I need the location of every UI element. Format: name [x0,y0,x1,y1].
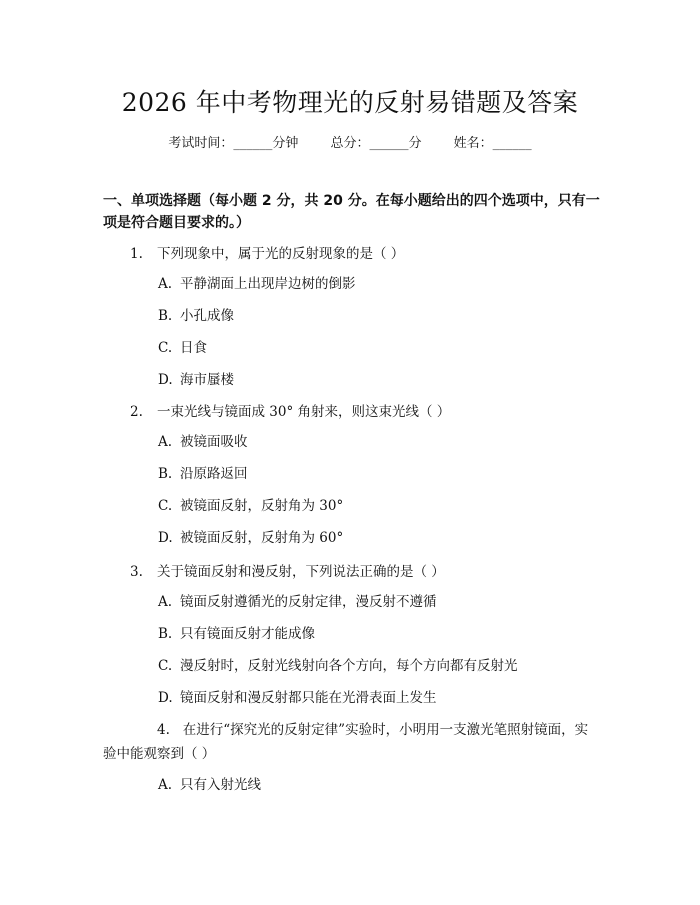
question-text: 关于镜面反射和漫反射，下列说法正确的是（ ） [157,564,445,580]
student-name-field: 姓名：______ [453,136,532,151]
question-2-option-d [158,528,343,548]
option-text: 只有镜面反射才能成像 [180,626,315,642]
option-letter: D. [158,690,173,706]
option-letter: A. [158,434,173,450]
question-1-option-d [158,370,234,390]
option-text: 平静湖面上出现岸边树的倒影 [180,276,356,292]
question-4-option-a [158,775,261,795]
exam-info-line [0,132,700,151]
question-3-option-d [158,688,437,708]
option-text: 镜面反射和漫反射都只能在光滑表面上发生 [180,690,437,706]
question-number: 2. [130,404,143,420]
option-letter: A. [158,594,173,610]
question-2 [103,400,603,424]
question-3-option-b [158,624,315,644]
question-1-option-b [158,306,234,326]
question-number: 3. [130,564,143,580]
option-text: 镜面反射遵循光的反射定律，漫反射不遵循 [180,594,437,610]
option-text: 漫反射时，反射光线射向各个方向，每个方向都有反射光 [180,658,518,674]
option-letter: B. [158,626,173,642]
option-text: 被镜面吸收 [180,434,248,450]
option-text: 日食 [180,340,207,356]
option-letter: B. [158,466,173,482]
option-letter: A. [158,276,173,292]
option-text: 沿原路返回 [180,466,248,482]
question-number: 4. [157,722,170,738]
question-1 [103,242,603,266]
question-3 [103,560,603,584]
option-text: 海市蜃楼 [180,372,234,388]
option-text: 被镜面反射，反射角为 60° [180,530,344,546]
option-text: 小孔成像 [180,308,234,324]
question-1-option-a [158,274,356,294]
question-3-option-a [158,592,437,612]
question-4 [103,718,600,766]
question-1-option-c [158,338,207,358]
option-letter: C. [158,498,173,514]
question-text: 一束光线与镜面成 30° 角射来，则这束光线（ ） [157,404,451,420]
question-number: 1. [130,246,143,262]
option-letter: D. [158,372,173,388]
option-letter: C. [158,340,173,356]
option-text: 只有入射光线 [180,777,261,793]
question-2-option-b [158,464,248,484]
section-heading: 一、单项选择题（每小题 2 分，共 20 分。在每小题给出的四个选项中，只有一项是符合题目要求的。） [103,193,600,231]
exam-time-field: 考试时间：______分钟 [168,136,299,151]
document-title: 2026 年中考物理光的反射易错题及答案 [121,88,579,117]
option-letter: D. [158,530,173,546]
question-2-option-a [158,432,248,452]
question-2-option-c [158,496,343,516]
option-letter: C. [158,658,173,674]
option-letter: A. [158,777,173,793]
option-text: 被镜面反射，反射角为 30° [180,498,344,514]
question-3-option-c [158,656,518,676]
question-text: 下列现象中，属于光的反射现象的是（ ） [157,246,405,262]
option-letter: B. [158,308,173,324]
question-text: 在进行“探究光的反射定律”实验时，小明用一支激光笔照射镜面，实验中能观察到（ ） [103,722,589,762]
total-score-field: 总分：______分 [330,136,422,151]
